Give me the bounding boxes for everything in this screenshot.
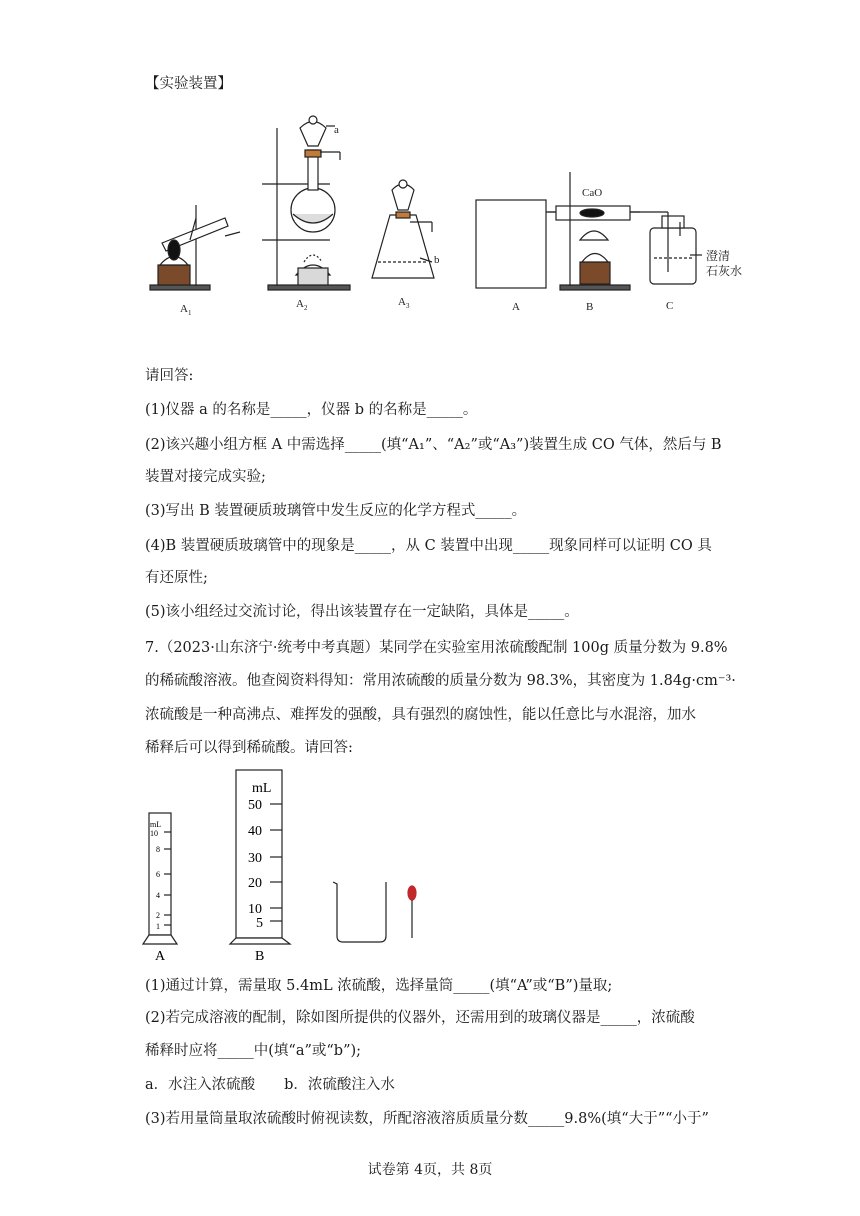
cyl-a-tick: 6 xyxy=(156,870,160,879)
label-b: B xyxy=(586,301,594,313)
cyl-b-tick: 30 xyxy=(248,851,262,866)
label-limewater-1: 澄清 xyxy=(706,249,731,263)
cyl-a-tick: 1 xyxy=(156,922,160,931)
cyl-b-tick: 10 xyxy=(248,902,262,917)
glassware-figure xyxy=(0,762,860,962)
text-line: 请回答: xyxy=(145,368,194,384)
label-part-b: b xyxy=(434,254,440,266)
text-line: a．水注入浓硫酸 b．浓硫酸注入水 xyxy=(145,1077,395,1093)
apparatus-a1 xyxy=(150,205,240,290)
text-line: 的稀硫酸溶液。他查阅资料得知：常用浓硫酸的质量分数为 98.3%，其密度为 1.84g·cm⁻³· xyxy=(145,673,736,689)
apparatus-a2 xyxy=(262,116,350,290)
text-line: (4)B 装置硬质玻璃管中的现象是_____，从 C 装置中出现_____现象同样可以证明 CO 具 xyxy=(145,538,712,554)
cyl-a-tick: 4 xyxy=(156,891,160,900)
cyl-b-tick: 20 xyxy=(248,876,262,891)
label-a1: $A_1$ xyxy=(180,303,192,317)
question-7-header: 7.（2023·山东济宁·统考中考真题）某同学在实验室用浓硫酸配制 100g 质量分数为 9.8% xyxy=(145,640,728,656)
cyl-b-tick: 5 xyxy=(256,916,263,931)
label-cao: CaO xyxy=(582,187,603,199)
cyl-a-tick: 2 xyxy=(156,911,160,920)
text-line: 稀释后可以得到稀硫酸。请回答: xyxy=(145,740,353,756)
text-line: (5)该小组经过交流讨论，得出该装置存在一定缺陷，具体是_____。 xyxy=(145,604,579,620)
cylinder-a xyxy=(143,813,177,944)
text-line: (2)若完成溶液的配制，除如图所提供的仪器外，还需用到的玻璃仪器是_____，浓硫酸 xyxy=(145,1010,695,1026)
text-line: (3)若用量筒量取浓硫酸时俯视读数，所配溶液溶质质量分数_____9.8%(填“大于”“小于” xyxy=(145,1111,709,1127)
apparatus-a3 xyxy=(372,180,434,278)
page-footer: 试卷第 4页，共 8页 xyxy=(367,1162,493,1178)
text-line: (3)写出 B 装置硬质玻璃管中发生反应的化学方程式_____。 xyxy=(145,503,527,519)
text-line: (2)该兴趣小组方框 A 中需选择_____(填“A₁”、“A₂”或“A₃”)装置生成 CO 气体，然后与 B xyxy=(145,437,722,453)
label-c: C xyxy=(666,300,674,312)
text-line: 装置对接完成实验; xyxy=(145,469,266,485)
cyl-a-tick: 10 xyxy=(150,829,158,838)
text-line: 浓硫酸是一种高沸点、难挥发的强酸，具有强烈的腐蚀性，能以任意比与水混溶，加水 xyxy=(145,707,696,723)
dropper xyxy=(408,886,416,938)
text-line: (1)通过计算，需量取 5.4mL 浓硫酸，选择量筒_____(填“A”或“B”)量取; xyxy=(145,978,613,994)
label-part-a: a xyxy=(334,124,339,136)
cyl-a-unit: mL xyxy=(150,820,162,829)
text-line: 稀释时应将_____中(填“a”或“b”); xyxy=(145,1043,362,1059)
cyl-a-tick: 8 xyxy=(156,845,160,854)
apparatus-c xyxy=(650,212,702,284)
cyl-b-tick: 40 xyxy=(248,824,262,839)
label-a2: $A_2$ xyxy=(296,298,308,312)
text-line: 有还原性; xyxy=(145,570,208,586)
beaker xyxy=(333,882,386,942)
label-cyl-a: A xyxy=(155,949,166,962)
cyl-b-unit: mL xyxy=(252,781,272,796)
label-a: A xyxy=(512,301,520,313)
label-limewater-2: 石灰水 xyxy=(706,264,743,278)
cyl-b-tick: 50 xyxy=(248,798,262,813)
section-title: 【实验装置】 xyxy=(145,76,232,92)
apparatus-figure xyxy=(0,110,860,440)
label-cyl-b: B xyxy=(255,949,265,962)
label-a3: $A_3$ xyxy=(398,296,410,310)
text-line: (1)仪器 a 的名称是_____，仪器 b 的名称是_____。 xyxy=(145,402,478,418)
box-a xyxy=(476,200,546,288)
